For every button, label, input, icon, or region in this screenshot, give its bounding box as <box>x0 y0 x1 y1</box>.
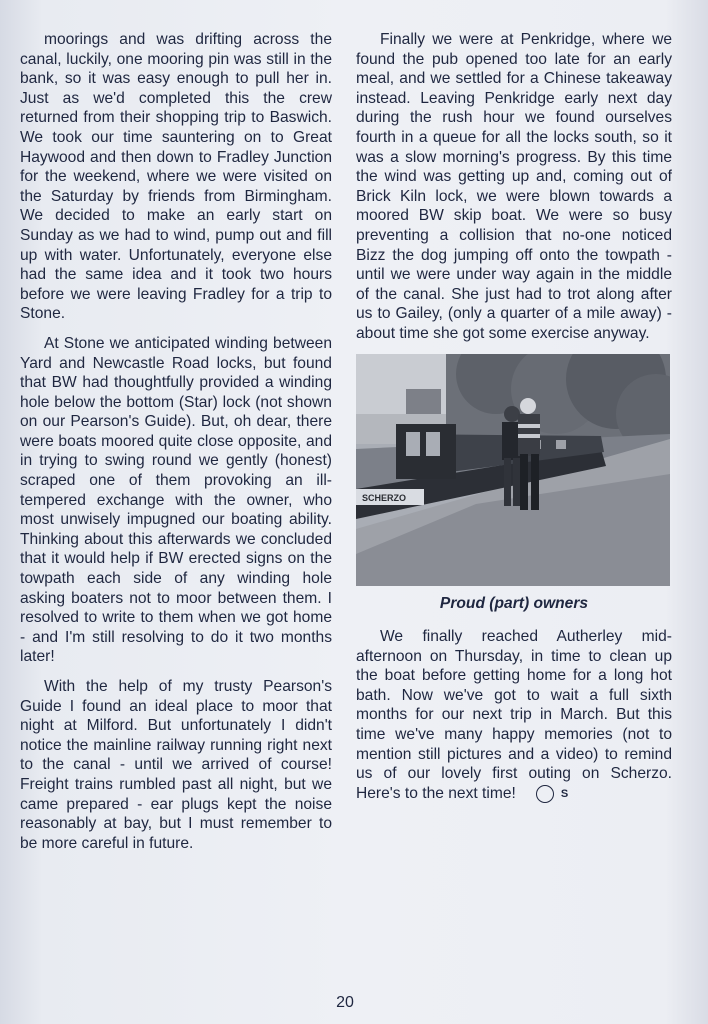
photo-boat-name: SCHERZO <box>362 492 407 503</box>
paragraph-penkridge: Finally we were at Penkridge, where we found the pub opened too late for an early meal, and we settled for a Chinese takeaway instead. Leaving Penkridge early next day during the rush hour we found ourselves fourth in a queue for all the locks south, so it was a slow morning's progress. By this time the wind was getting up and, coming out of Brick Kiln lock, we were blown towards a moored BW skip boat. We were so busy preventing a collision that no-one noticed Bizz the dog jumping off onto the towpath - until we were under way again in the middle of the canal. She just had to trot along after us to Gailey, (only a quarter of a mile away) - about time she got some exercise anyway. <box>356 31 672 342</box>
left-column <box>20 30 332 853</box>
paragraph-autherley-text: We finally reached Autherley mid-afternoon on Thursday, in time to clean up the boat before getting home for a long hot bath. Now we've got to wait a full sixth months for our next trip in March. But this time we've many happy memories (not to mention still pictures and a video) to remind us of our lovely first outing on Scherzo. Here's to the next time! <box>356 628 672 802</box>
paragraph-stone: At Stone we anticipated winding between Yard and Newcastle Road locks, but found that BW had thoughtfully provided a winding hole below the bottom (Star) lock (not shown on our Pearson's Guide). But, oh dear, there were boats moored quite close opposite, and in trying to swing round we gently (honest) scraped one of them provoking an ill-tempered exchange with the owner, who most unwisely impugned our boating ability. Thinking about this afterwards we concluded that it would help if BW erected signs on the towpath each side of any winding hole asking boaters not to moor between them. I resolved to write to them when we got home - and I'm still resolving to do it two months later! <box>20 334 332 666</box>
paragraph-autherley <box>356 627 672 803</box>
paragraph-moorings: moorings and was drifting across the canal, luckily, one mooring pin was still in the bank, so it was easy enough to pull her in. Just as we'd completed this the crew returned from their shopping trip to Baswich. We took our time sauntering on to Great Haywood and then down to Fradley Junction for the weekend, where we were visited on the Saturday by friends from Birmingham. We decided to make an early start on Sunday as we had to wind, pump out and fill up with water. Unfortunately, everyone else had the same idea and it took two hours before we were leaving Fradley for a trip to Stone. <box>20 31 332 323</box>
right-column <box>356 30 672 803</box>
paragraph-milford: With the help of my trusty Pearson's Guide I found an ideal place to moor that night at Milford. But unfortunately I didn't notice the mainline railway running right next to the canal - until we arrived of course! Freight trains rumbled past all night, but we came prepared - ear plugs kept the noise reasonably at bay, but I must remember to be more careful in future. <box>20 678 332 852</box>
photo-boat-owners <box>356 354 670 586</box>
page-number: 20 <box>336 994 354 1011</box>
end-mark-icon: S <box>536 785 554 803</box>
photo-caption: Proud (part) owners <box>439 594 589 612</box>
